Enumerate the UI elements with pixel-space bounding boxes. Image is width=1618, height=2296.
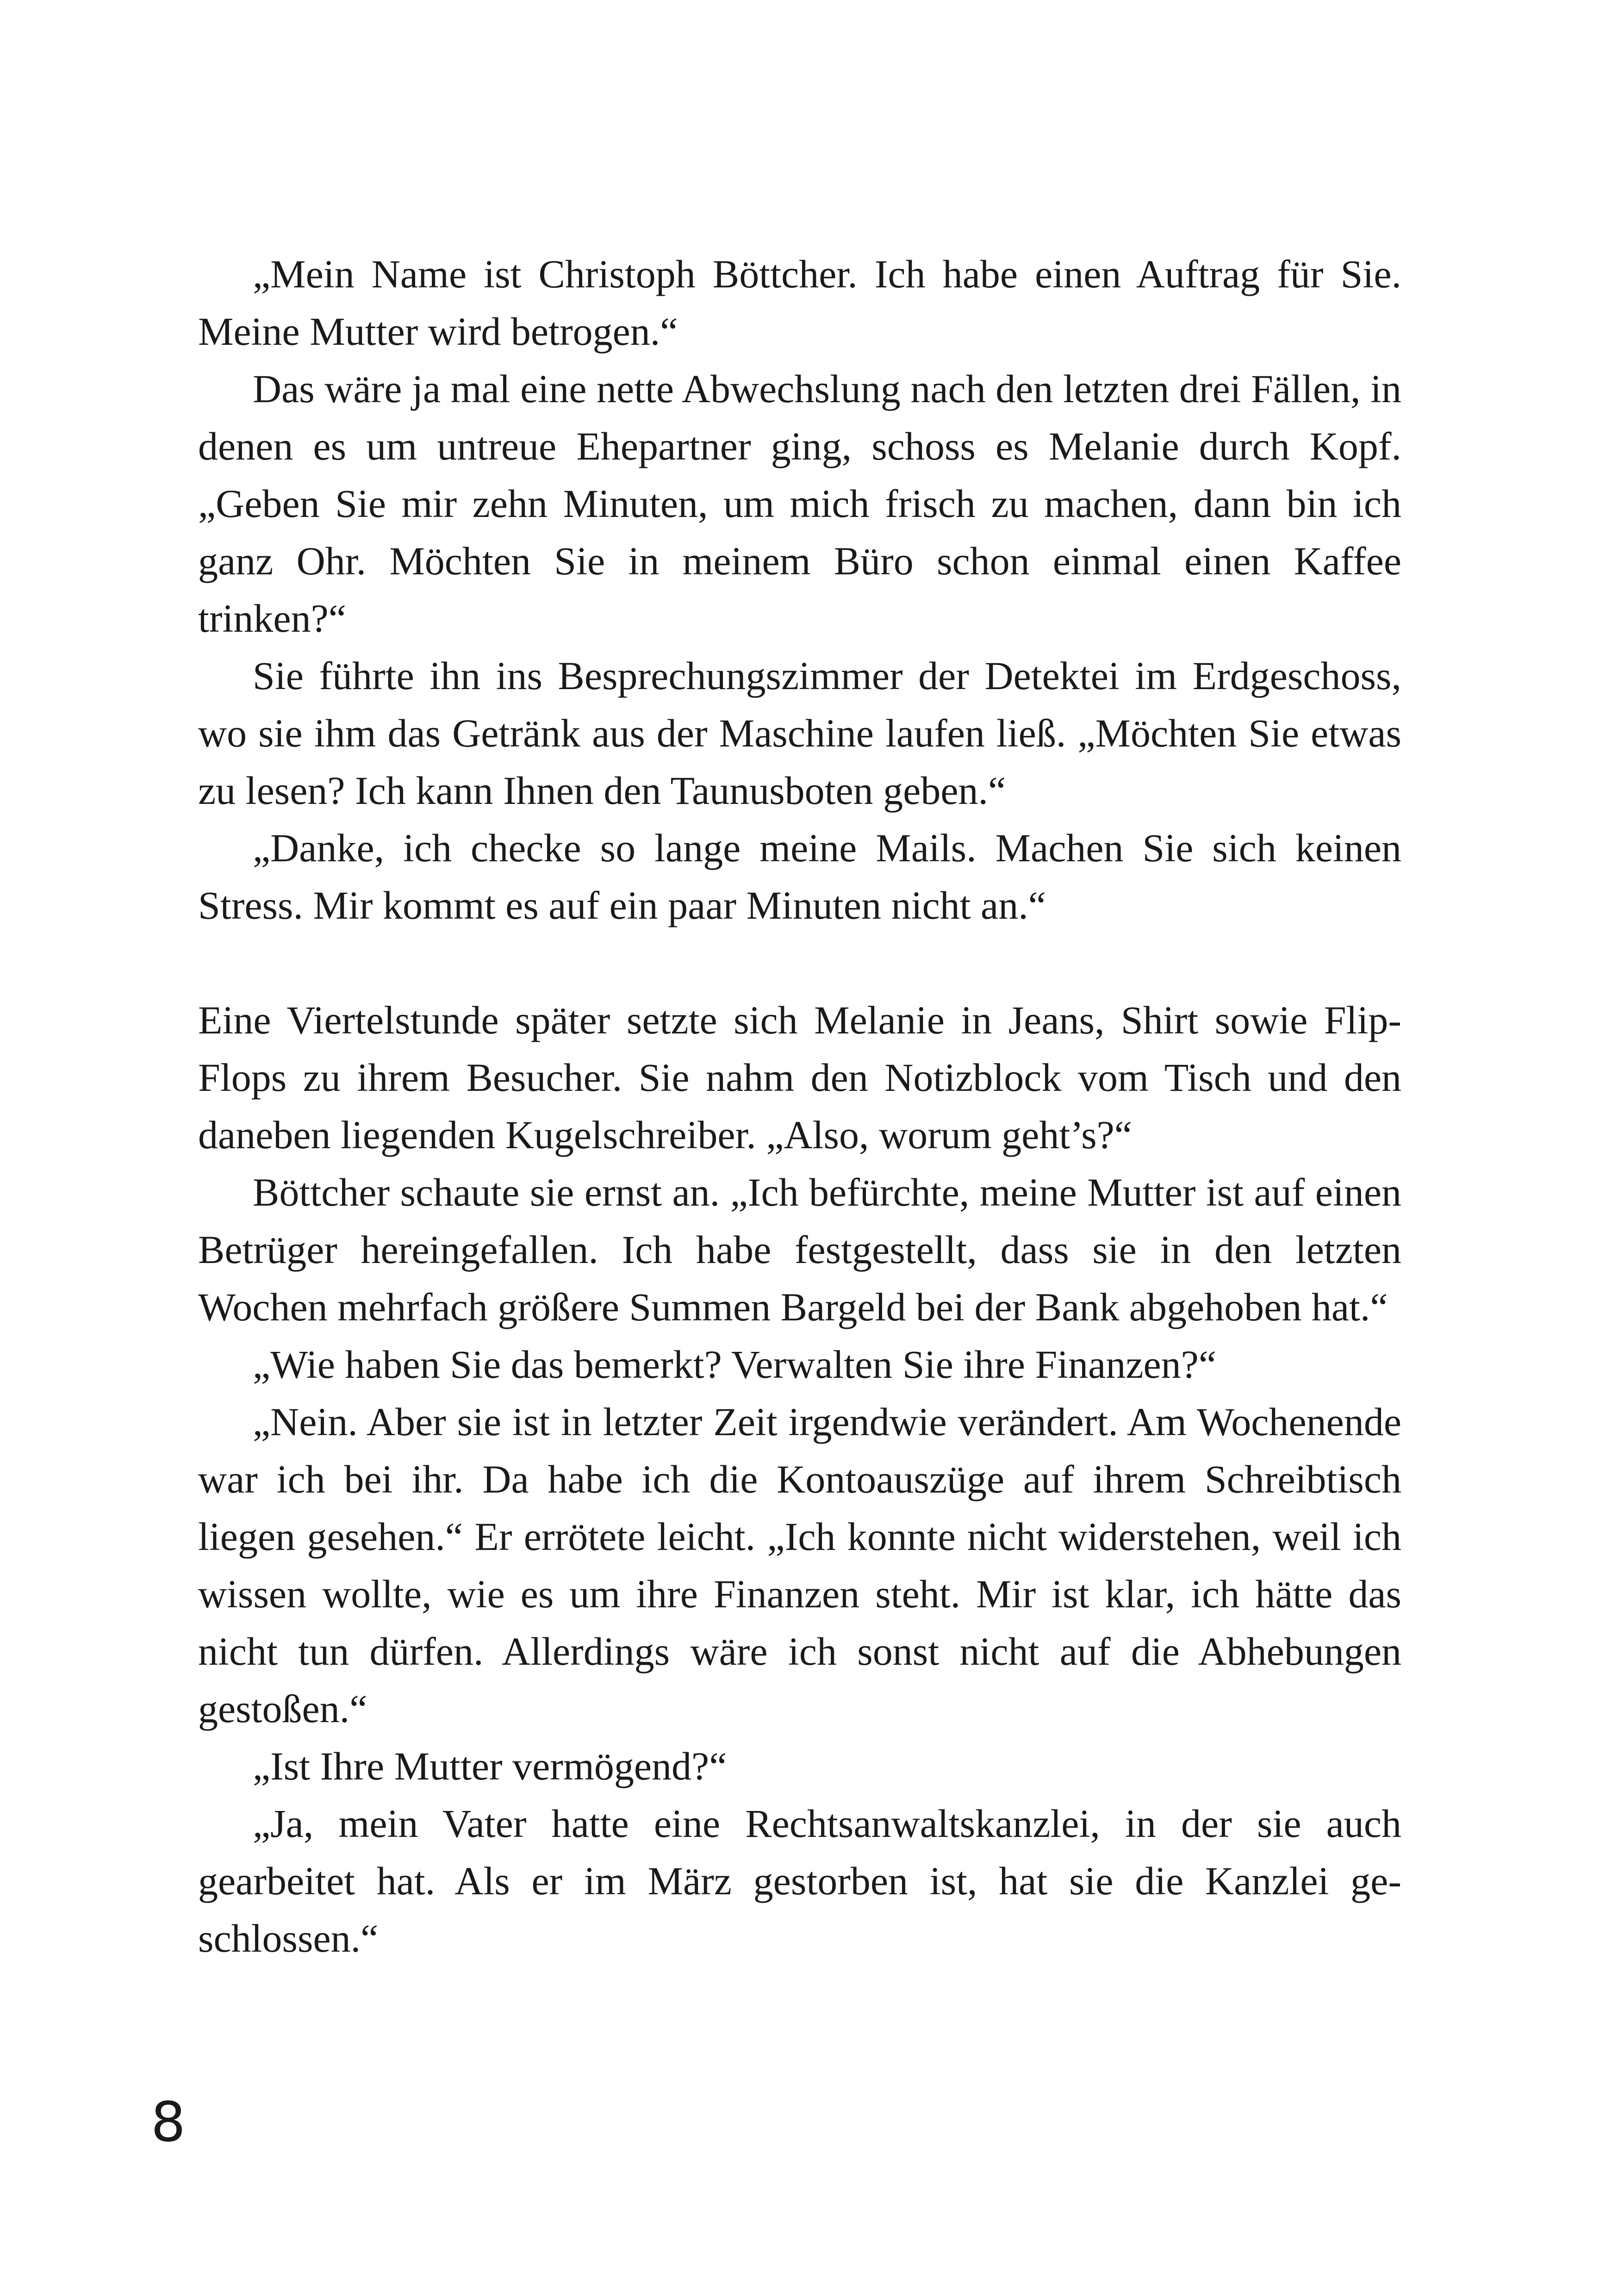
- paragraph: Böttcher schaute sie ernst an. „Ich befürchte, meine Mutter ist auf einen Betrüger hereingefallen. Ich habe festgestellt, dass sie in den letzten Wochen mehrfach größere Summen Bargeld bei der Bank abgehoben hat.“: [198, 1170, 1401, 1329]
- paragraph: „Ist Ihre Mutter vermögend?“: [253, 1744, 727, 1788]
- paragraph: „Nein. Aber sie ist in letzter Zeit irgendwie verändert. Am Wochenende war ich bei ihr. Da habe ich die Kontoauszüge auf ihrem Schreibtisch liegen gesehen.“ Er errötete leicht. „Ich konnte nicht widerstehen, weil ich wissen wollte, wie es um ihre Finanzen steht. Mir ist klar, ich hätte das nicht tun dürfen. Allerdings wäre ich sonst nicht auf die Abhebungen gestoßen.“: [198, 1400, 1401, 1731]
- paragraph: „Danke, ich checke so lange meine Mails. Machen Sie sich keinen Stress. Mir kommt es auf ein paar Minuten nicht an.“: [198, 826, 1401, 927]
- paragraph: Eine Viertelstunde später setzte sich Melanie in Jeans, Shirt sowie Flip-Flops zu ihrem Besucher. Sie nahm den Notizblock vom Tisch und den daneben liegenden Kugelschreiber. „Also, worum geht’s?“: [198, 998, 1401, 1157]
- paragraph: „Ja, mein Vater hatte eine Rechtsanwaltskanzlei, in der sie auch gearbeitet hat. Als er im März gestorben ist, hat sie die Kanzlei geschlossen.“: [198, 1801, 1401, 1960]
- page-number: 8: [151, 2090, 186, 2154]
- paragraph: Sie führte ihn ins Besprechungszimmer der Detektei im Erdgeschoss, wo sie ihm das Getränk aus der Maschine laufen ließ. „Möchten Sie etwas zu lesen? Ich kann Ihnen den Taunusboten geben.“: [198, 653, 1401, 813]
- paragraph: „Mein Name ist Christoph Böttcher. Ich habe einen Auftrag für Sie. Meine Mutter wird betrogen.“: [198, 252, 1401, 354]
- paragraph: „Wie haben Sie das bemerkt? Verwalten Sie ihre Finanzen?“: [253, 1342, 1217, 1387]
- body-text: [198, 245, 1401, 1967]
- paragraph: Das wäre ja mal eine nette Abwechslung nach den letzten drei Fällen, in denen es um untreue Ehepartner ging, schoss es Melanie durch Kopf. „Geben Sie mir zehn Minuten, um mich frisch zu machen, dann bin ich ganz Ohr. Möchten Sie in meinem Büro schon einmal einen Kaffee trinken?“: [198, 367, 1401, 641]
- section-break: [198, 934, 1401, 991]
